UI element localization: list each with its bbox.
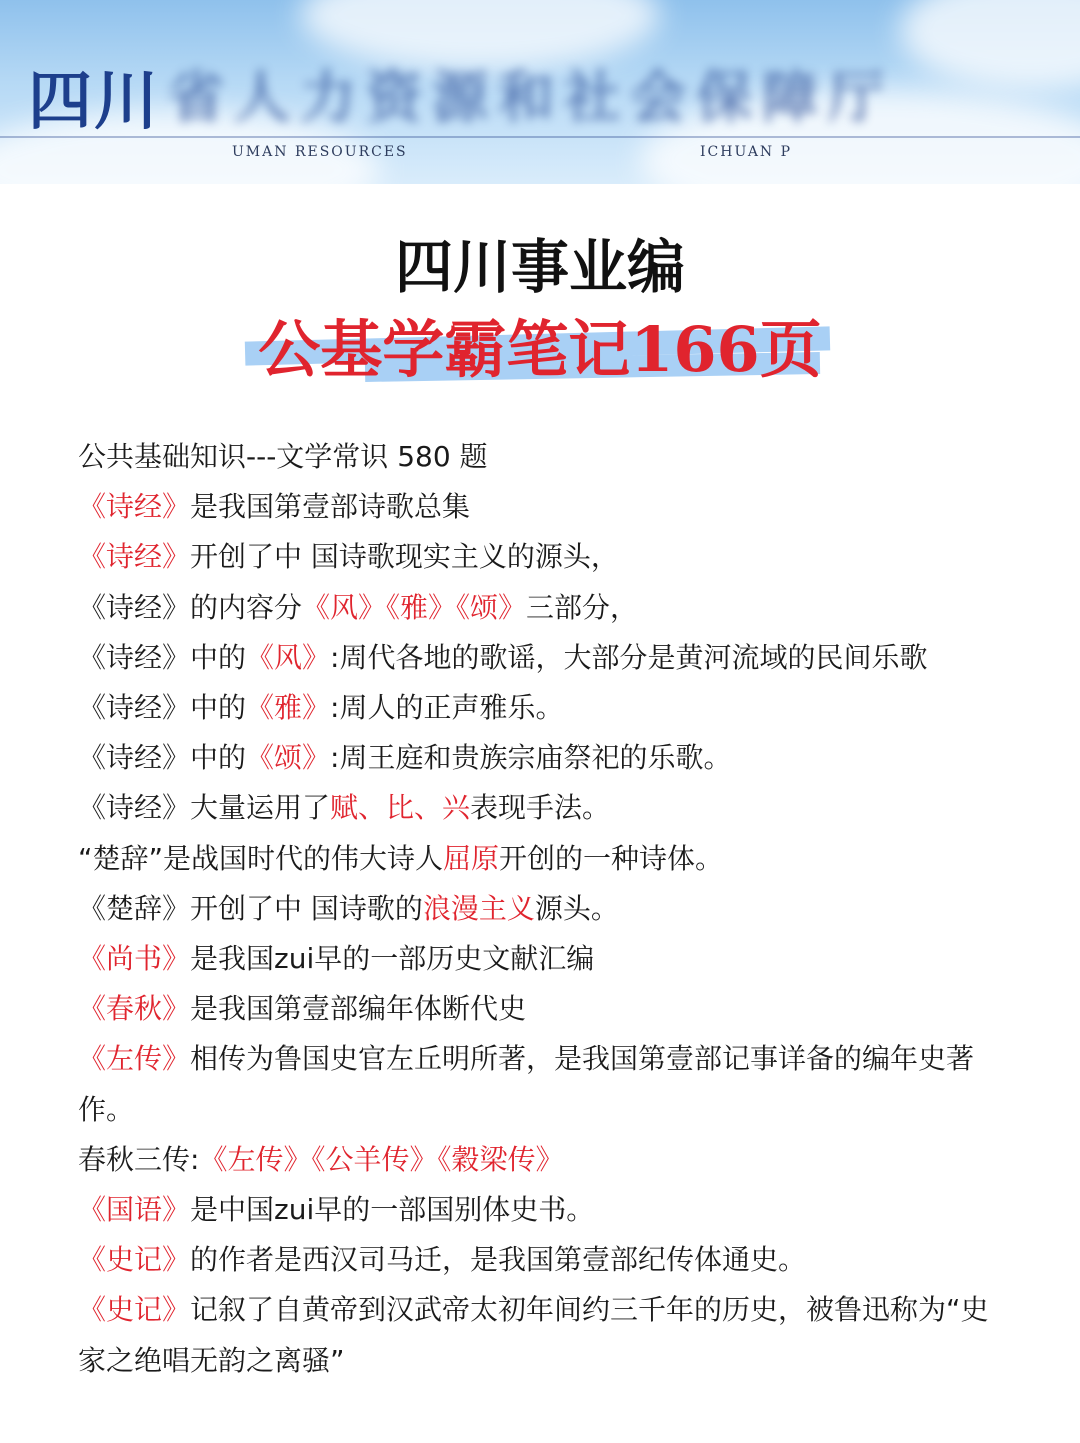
notes-body [78,432,1008,1386]
note-line [78,583,1008,633]
note-line [78,683,1008,733]
note-text: :周王庭和贵族宗庙祭祀的乐歌。 [330,741,732,775]
note-line [78,1135,1008,1185]
note-text: 是中国zui早的一部国别体史书。 [190,1193,595,1227]
note-text: 相传为鲁国史官左丘明所著，是我国第壹部记事详备的编年史著作。 [78,1042,975,1126]
note-text: 《楚辞》开创了中 国诗歌的 [78,891,423,925]
banner-blurred-title: 省人力资源和社会保障厅 [168,65,894,131]
highlighted-term: 《史记》 [78,1243,191,1277]
highlighted-term: 《左传》 [78,1042,191,1076]
note-text: 开创的一种诗体。 [499,841,724,875]
note-text: 源头。 [534,891,619,925]
note-line [78,1285,1008,1385]
cloud-decoration [900,0,1080,90]
note-line [78,934,1008,984]
note-text: 三部分， [526,590,639,624]
note-line [78,633,1008,683]
highlighted-term: 《风》《雅》《颂》 [302,590,527,624]
note-line [78,1185,1008,1235]
subtitle-block [245,300,835,386]
highlighted-term: 《左传》《公羊传》《穀梁传》 [199,1142,564,1176]
highlighted-term: 《春秋》 [78,992,191,1026]
note-text: 春秋三传: [78,1142,200,1176]
banner-english-left: UMAN RESOURCES [232,144,408,160]
page-title: 四川事业编 [394,233,685,301]
highlighted-term: 《诗经》 [78,490,191,524]
page-subtitle: 公基学霸笔记166页 [258,313,822,386]
highlighted-term: 浪漫主义 [422,891,535,925]
note-line [78,984,1008,1034]
note-text: 表现手法。 [470,791,611,825]
note-text: 是我国第壹部诗歌总集 [190,490,471,524]
note-line [78,834,1008,884]
note-text: 开创了中 国诗歌现实主义的源头， [190,540,619,574]
note-text: 《诗经》中的 [78,691,247,725]
notes-heading: 公共基础知识---文学常识 580 题 [78,440,488,473]
note-line [78,532,1008,582]
highlighted-term: 《风》 [246,640,331,674]
highlighted-term: 《颂》 [246,741,331,775]
highlighted-term: 《诗经》 [78,540,191,574]
note-line [78,482,1008,532]
highlighted-term: 《国语》 [78,1193,191,1227]
note-line [78,733,1008,783]
note-line [78,1034,1008,1134]
highlighted-term: 《雅》 [246,691,331,725]
banner-logo-text: 四川 [28,65,160,139]
note-text: 记叙了自黄帝到汉武帝太初年间约三千年的历史，被鲁迅称为“史家之绝唱无韵之离骚” [78,1293,989,1377]
note-text: :周代各地的歌谣，大部分是黄河流域的民间乐歌 [330,640,928,674]
note-line [78,783,1008,833]
header-banner [0,0,1080,184]
note-text: “楚辞”是战国时代的伟大诗人 [78,841,444,875]
highlighted-term: 《史记》 [78,1293,191,1327]
note-text: :周人的正声雅乐。 [330,691,564,725]
note-line [78,1235,1008,1285]
note-text: 《诗经》大量运用了 [78,791,331,825]
note-text: 《诗经》中的 [78,640,247,674]
note-text: 的作者是西汉司马迁，是我国第壹部纪传体通史。 [190,1243,807,1277]
highlighted-term: 赋、比、兴 [330,791,471,825]
note-text: 是我国zui早的一部历史文献汇编 [190,942,595,976]
note-text: 《诗经》中的 [78,741,247,775]
highlighted-term: 屈原 [443,841,500,875]
note-text: 是我国第壹部编年体断代史 [190,992,527,1026]
highlighted-term: 《尚书》 [78,942,191,976]
note-line [78,884,1008,934]
banner-divider [0,136,1080,138]
banner-english-right: ICHUAN P [700,144,793,160]
note-text: 《诗经》的内容分 [78,590,303,624]
